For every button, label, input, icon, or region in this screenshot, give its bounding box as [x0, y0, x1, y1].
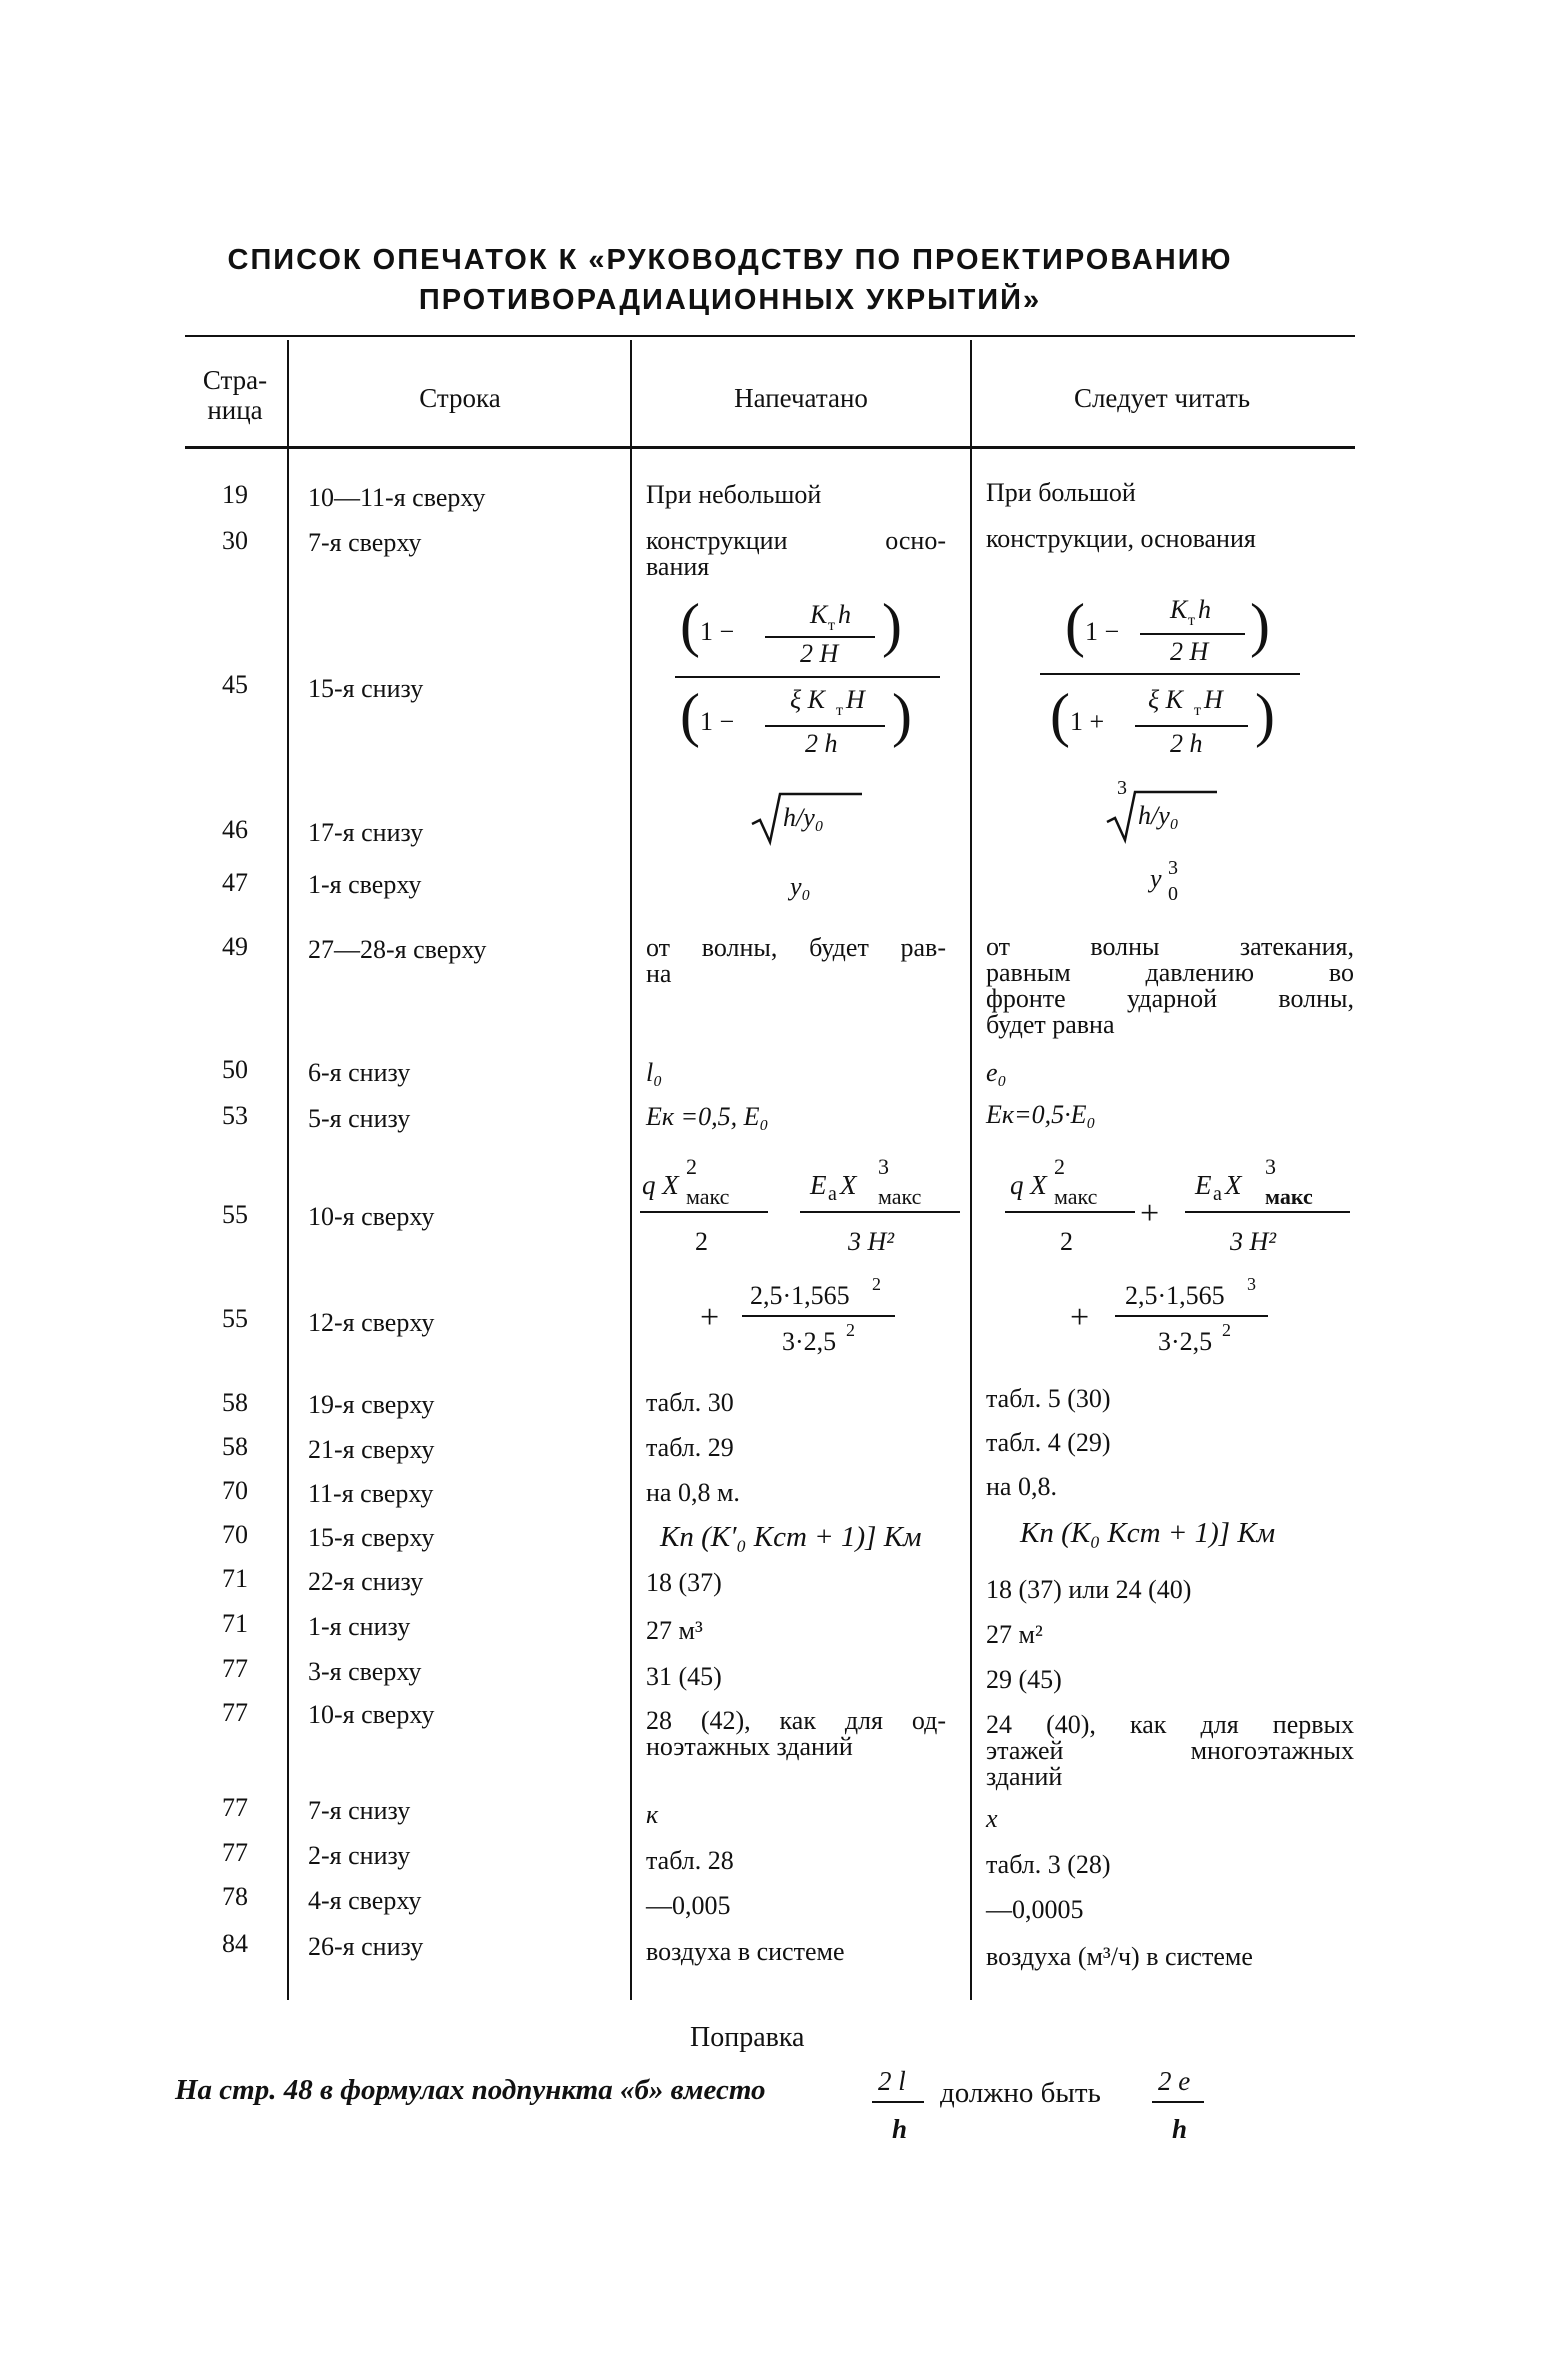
column-divider-2	[630, 340, 632, 2000]
num-open: 1 −	[700, 617, 735, 646]
den-top: ξ K	[1148, 685, 1183, 714]
row-6-line: 27—28-я сверху	[308, 935, 487, 964]
row-21-correct: —0,0005	[986, 1895, 1084, 1924]
paren-open: (	[680, 592, 700, 658]
b-sub: макс	[1265, 1184, 1313, 1209]
row-6-correct-line-2: равным давлению во	[986, 958, 1354, 987]
row-15-printed: 18 (37)	[646, 1568, 722, 1597]
bottom: 3·2,5	[1158, 1327, 1213, 1356]
a-top: q X	[642, 1170, 679, 1200]
bottom: 3·2,5	[782, 1327, 837, 1356]
paren-close-2: )	[1255, 682, 1275, 748]
den-bottom: 2 h	[805, 729, 838, 758]
paren-open-2: (	[680, 682, 700, 748]
den-open: 1 +	[1070, 707, 1105, 736]
row-4-line: 17-я снизу	[308, 818, 424, 847]
row-1-line: 10—11-я сверху	[308, 483, 486, 512]
row-9-correct-svg	[1000, 1150, 1360, 1260]
row-8-printed: Eк =0,5, E₀	[646, 1102, 769, 1131]
row-17-correct: 29 (45)	[986, 1665, 1062, 1694]
row-21-page: 78	[222, 1882, 248, 1911]
row-14-printed: Kп (K′₀ Kст + 1)] Kм	[660, 1521, 922, 1553]
row-9-line: 10-я сверху	[308, 1202, 435, 1231]
row-3-line: 15-я снизу	[308, 674, 424, 703]
den-open: 1 −	[700, 707, 735, 736]
row-20-line: 2-я снизу	[308, 1841, 411, 1870]
row-3-printed-formula-svg	[670, 590, 950, 770]
row-18-correct-line-2: этажей многоэтажных	[986, 1736, 1354, 1765]
a-bottom: 2	[1060, 1227, 1073, 1256]
column-divider-3	[970, 340, 972, 2000]
row-5-line: 1-я сверху	[308, 870, 422, 899]
radicand: h/y₀	[783, 803, 824, 832]
row-11-correct: табл. 5 (30)	[986, 1384, 1111, 1413]
top-sup: 2	[872, 1274, 881, 1294]
row-10-line: 12-я сверху	[308, 1308, 435, 1337]
row-9-printed-formula	[640, 1150, 970, 1265]
row-9-correct-formula	[1000, 1150, 1360, 1265]
row-14-line: 15-я сверху	[308, 1523, 435, 1552]
a-sub: макс	[686, 1184, 730, 1209]
amendment-text-middle: должно быть	[940, 2077, 1101, 2109]
header-line: Строка	[419, 383, 501, 413]
paren-close-2: )	[892, 682, 912, 748]
row-18-line: 10-я сверху	[308, 1700, 435, 1729]
row-16-page: 71	[222, 1609, 248, 1638]
row-22-page: 84	[222, 1929, 248, 1958]
row-7-correct: e₀	[986, 1058, 1007, 1087]
amendment-text	[175, 2074, 766, 2107]
row-2-printed-line-1: конструкции осно-	[646, 526, 946, 555]
row-9-page: 55	[222, 1200, 248, 1229]
b-sup: 3	[1265, 1154, 1276, 1179]
row-6-page: 49	[222, 932, 248, 961]
row-2-printed-line-2: вания	[646, 552, 710, 581]
row-6-printed-line-2: на	[646, 959, 672, 988]
row-8-correct: Eк=0,5·E₀	[986, 1100, 1096, 1129]
plus: +	[1070, 1299, 1090, 1336]
right-top: 2 e	[1158, 2066, 1191, 2096]
b-sup: 3	[878, 1154, 889, 1179]
b-bottom: 3 H²	[848, 1227, 895, 1256]
row-6-correct-line-3: фронте ударной волны,	[986, 984, 1354, 1013]
paren-open-2: (	[1050, 682, 1070, 748]
amendment-text-before: На стр. 48 в формулах подпункта «б» вместо	[175, 2074, 766, 2106]
row-12-page: 58	[222, 1432, 248, 1461]
row-15-line: 22-я снизу	[308, 1567, 424, 1596]
row-1-printed: При небольшой	[646, 480, 822, 509]
row-18-correct-line-3: зданий	[986, 1762, 1063, 1791]
header-page	[185, 365, 285, 425]
header-page-line-2: ница	[207, 395, 263, 425]
row-13-correct: на 0,8.	[986, 1472, 1057, 1501]
a-sup: 2	[1054, 1154, 1065, 1179]
amendment-title: Поправка	[690, 2022, 805, 2053]
sup: 3	[1168, 857, 1178, 879]
radicand: h/y₀	[1138, 801, 1179, 830]
a-bottom: 2	[695, 1227, 708, 1256]
row-19-page: 77	[222, 1793, 248, 1822]
row-5-correct-svg	[1150, 852, 1210, 912]
row-8-page: 53	[222, 1101, 248, 1130]
row-13-page: 70	[222, 1476, 248, 1505]
row-19-correct: x	[986, 1804, 998, 1833]
amendment-right-svg	[1150, 2060, 1210, 2150]
b-top: E	[1195, 1170, 1212, 1200]
row-7-printed: l₀	[646, 1058, 663, 1087]
row-21-printed: —0,005	[646, 1891, 731, 1920]
row-4-printed-formula	[750, 788, 890, 853]
b-sub1: а	[1213, 1183, 1222, 1205]
wrong-bottom: h	[892, 2114, 908, 2144]
top: 2,5·1,565	[750, 1281, 850, 1310]
row-5-correct-formula	[1150, 852, 1210, 917]
amendment-wrong-svg	[870, 2060, 930, 2150]
b-top: E	[810, 1170, 827, 1200]
a-sub: макс	[1054, 1184, 1098, 1209]
paren-close: )	[1250, 592, 1270, 658]
document-title	[160, 240, 1300, 320]
row-3-printed-formula	[670, 590, 950, 775]
row-12-printed: табл. 29	[646, 1433, 734, 1462]
amendment-wrong-fraction	[870, 2060, 930, 2155]
den-top: ξ K	[790, 685, 825, 714]
b-x: X	[840, 1170, 857, 1200]
row-15-page: 71	[222, 1564, 248, 1593]
row-5-page: 47	[222, 868, 248, 897]
radical-index: 3	[1117, 777, 1127, 799]
header-correct: Следует читать	[1073, 383, 1251, 413]
num-open: 1 −	[1085, 617, 1120, 646]
right-bottom: h	[1172, 2114, 1188, 2144]
row-14-page: 70	[222, 1520, 248, 1549]
num-top-rest: h	[838, 600, 851, 629]
row-2-correct: конструкции, основания	[986, 524, 1256, 553]
paren-close: )	[882, 592, 902, 658]
row-3-correct-formula-svg	[1030, 590, 1310, 770]
row-3-correct-formula	[1030, 590, 1310, 775]
a-top: q X	[1010, 1170, 1047, 1200]
top: 2,5·1,565	[1125, 1281, 1225, 1310]
row-22-correct: воздуха (м³/ч) в системе	[986, 1942, 1253, 1971]
row-1-page: 19	[222, 480, 248, 509]
row-20-printed: табл. 28	[646, 1846, 734, 1875]
row-6-correct-line-1: от волны затекания,	[986, 932, 1354, 961]
b-sub: макс	[878, 1184, 922, 1209]
den-bottom: 2 h	[1170, 729, 1203, 758]
row-18-printed	[646, 1708, 946, 1760]
den-top-sub: т	[836, 702, 843, 719]
row-18-printed-line-1: 28 (42), как для од-	[646, 1706, 946, 1735]
table-header-rule	[185, 446, 1355, 449]
row-13-line: 11-я сверху	[308, 1479, 434, 1508]
row-10-correct-formula	[1070, 1270, 1310, 1365]
wrong-top: 2 l	[878, 2066, 906, 2096]
row-12-correct: табл. 4 (29)	[986, 1428, 1111, 1457]
row-2-printed	[646, 528, 946, 580]
row-4-page: 46	[222, 815, 248, 844]
row-2-line: 7-я сверху	[308, 528, 422, 557]
row-19-printed: к	[646, 1800, 659, 1829]
den-top-sub: т	[1194, 702, 1201, 719]
row-21-line: 4-я сверху	[308, 1886, 422, 1915]
row-11-page: 58	[222, 1388, 248, 1417]
row-4-correct-formula	[1105, 774, 1245, 849]
header-printed: Напечатано	[734, 383, 868, 413]
row-16-correct: 27 м²	[986, 1620, 1043, 1649]
paren-open: (	[1065, 592, 1085, 658]
row-1-correct: При большой	[986, 478, 1136, 507]
row-11-line: 19-я сверху	[308, 1390, 435, 1419]
num-top-sub: т	[1188, 612, 1195, 629]
a-sup: 2	[686, 1154, 697, 1179]
row-15-correct: 18 (37) или 24 (40)	[986, 1575, 1192, 1604]
row-8-line: 5-я снизу	[308, 1104, 411, 1133]
row-10-page: 55	[222, 1304, 248, 1333]
row-18-printed-line-2: ноэтажных зданий	[646, 1732, 853, 1761]
row-5-printed: y₀	[790, 872, 811, 901]
top-sup: 3	[1247, 1274, 1256, 1294]
title-line-1: СПИСОК ОПЕЧАТОК К «РУКОВОДСТВУ ПО ПРОЕКТИРОВАНИЮ	[227, 244, 1233, 276]
row-10-printed-svg	[700, 1270, 940, 1360]
plus: +	[700, 1299, 720, 1336]
row-20-page: 77	[222, 1838, 248, 1867]
row-18-page: 77	[222, 1698, 248, 1727]
row-22-printed: воздуха в системе	[646, 1937, 845, 1966]
row-4-correct-radical	[1105, 774, 1245, 844]
den-top-rest: H	[846, 685, 865, 714]
bottom-sup: 2	[846, 1320, 855, 1340]
num-top: K	[810, 600, 828, 629]
plus: +	[1140, 1195, 1160, 1232]
row-6-printed-line-1: от волны, будет рав-	[646, 933, 946, 962]
header-page-line-1: Стра-	[202, 365, 268, 395]
row-7-line: 6-я снизу	[308, 1058, 411, 1087]
row-18-correct	[986, 1712, 1354, 1790]
amendment-right-fraction	[1150, 2060, 1210, 2155]
num-bottom: 2 H	[1170, 637, 1209, 666]
row-12-line: 21-я сверху	[308, 1435, 435, 1464]
b-x: X	[1225, 1170, 1242, 1200]
row-18-correct-line-1: 24 (40), как для первых	[986, 1710, 1354, 1739]
num-top-sub: т	[828, 617, 835, 634]
row-17-printed: 31 (45)	[646, 1662, 722, 1691]
row-4-printed-radical	[750, 788, 890, 848]
num-top-rest: h	[1198, 595, 1211, 624]
row-10-correct-svg	[1070, 1270, 1310, 1360]
row-9-printed-svg	[640, 1150, 970, 1260]
row-13-printed: на 0,8 м.	[646, 1478, 740, 1507]
num-top: K	[1170, 595, 1188, 624]
row-16-printed: 27 м³	[646, 1616, 703, 1645]
row-6-correct-line-4: будет равна	[986, 1010, 1115, 1039]
base: y	[1150, 864, 1162, 893]
row-3-page: 45	[222, 670, 248, 699]
table-top-rule	[185, 335, 1355, 337]
row-2-page: 30	[222, 526, 248, 555]
column-divider-1	[287, 340, 289, 2000]
row-14-correct: Kп (K₀ Kст + 1)] Kм	[1020, 1517, 1276, 1549]
row-16-line: 1-я снизу	[308, 1612, 411, 1641]
b-bottom: 3 H²	[1230, 1227, 1277, 1256]
row-20-correct: табл. 3 (28)	[986, 1850, 1111, 1879]
b-sub1: а	[828, 1183, 837, 1205]
bottom-sup: 2	[1222, 1320, 1231, 1340]
row-17-line: 3-я сверху	[308, 1657, 422, 1686]
row-19-line: 7-я снизу	[308, 1796, 411, 1825]
row-17-page: 77	[222, 1654, 248, 1683]
den-top-rest: H	[1204, 685, 1223, 714]
row-10-printed-formula	[700, 1270, 940, 1365]
row-11-printed: табл. 30	[646, 1388, 734, 1417]
title-line-2: ПРОТИВОРАДИАЦИОННЫХ УКРЫТИЙ»	[418, 284, 1042, 316]
num-bottom: 2 H	[800, 639, 839, 668]
row-6-printed	[646, 935, 946, 987]
sub: 0	[1168, 883, 1178, 905]
row-7-page: 50	[222, 1055, 248, 1084]
row-22-line: 26-я снизу	[308, 1932, 424, 1961]
row-6-correct	[986, 934, 1354, 1038]
